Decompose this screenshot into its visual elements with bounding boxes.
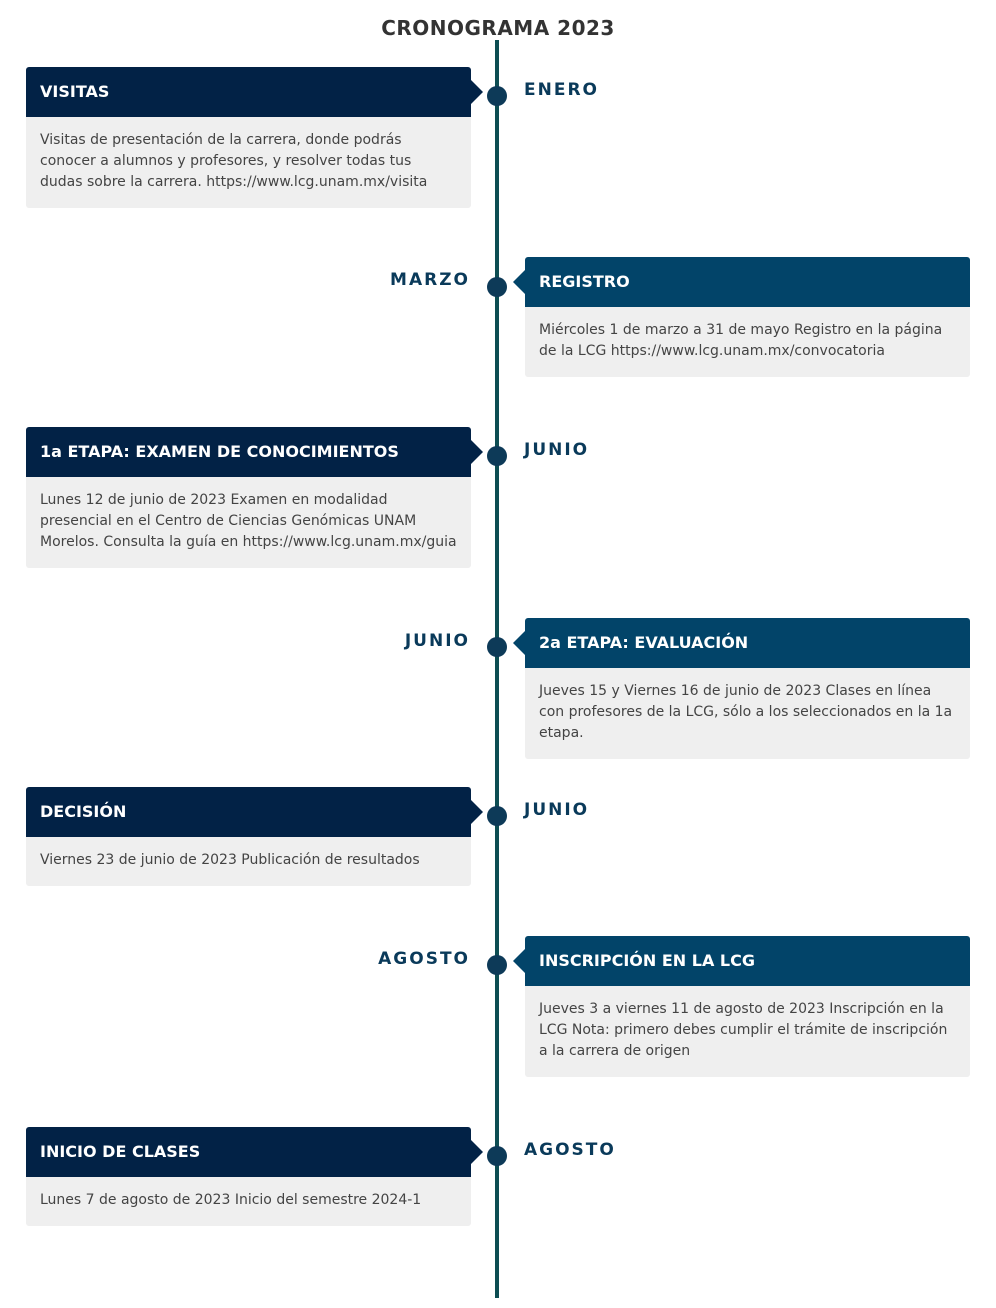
card-text: Jueves 3 a viernes 11 de agosto de 2023 Inscripción en la LCG Nota: primero debes cumplir el trámite de inscripción a la carrera de origen [525, 986, 970, 1077]
timeline-dot [487, 86, 507, 106]
timeline-dot [487, 1146, 507, 1166]
card-text: Miércoles 1 de marzo a 31 de mayo Registro en la página de la LCG https://www.lcg.unam.mx/convocatoria [525, 307, 970, 377]
month-label: AGOSTO [378, 949, 470, 969]
timeline-dot [487, 637, 507, 657]
month-label: AGOSTO [524, 1140, 616, 1160]
month-label: ENERO [524, 80, 599, 100]
month-label: MARZO [390, 270, 470, 290]
card-text: Lunes 12 de junio de 2023 Examen en modalidad presencial en el Centro de Ciencias Genómicas UNAM Morelos. Consulta la guía en https://www.lcg.unam.mx/guia [26, 477, 471, 568]
month-label: JUNIO [404, 631, 470, 651]
timeline-card-evaluacion [525, 618, 970, 759]
card-text: Visitas de presentación de la carrera, donde podrás conocer a alumnos y profesores, y resolver todas tus dudas sobre la carrera. https://www.lcg.unam.mx/visita [26, 117, 471, 208]
timeline-dot [487, 446, 507, 466]
card-text: Viernes 23 de junio de 2023 Publicación de resultados [26, 837, 471, 886]
card-heading: VISITAS [26, 67, 471, 117]
timeline-card-visitas [26, 67, 471, 208]
month-label: JUNIO [524, 800, 590, 820]
card-text: Jueves 15 y Viernes 16 de junio de 2023 Clases en línea con profesores de la LCG, sólo a los seleccionados en la 1a etapa. [525, 668, 970, 759]
timeline-dot [487, 955, 507, 975]
timeline-card-inicio-clases [26, 1127, 471, 1226]
page-title: CRONOGRAMA 2023 [381, 16, 615, 40]
card-heading: DECISIÓN [26, 787, 471, 837]
timeline-dot [487, 806, 507, 826]
card-heading: REGISTRO [525, 257, 970, 307]
timeline-dot [487, 277, 507, 297]
timeline-card-registro [525, 257, 970, 377]
timeline-axis [495, 40, 499, 1298]
timeline-card-examen [26, 427, 471, 568]
month-label: JUNIO [524, 440, 590, 460]
card-heading: INICIO DE CLASES [26, 1127, 471, 1177]
card-heading: 2a ETAPA: EVALUACIÓN [525, 618, 970, 668]
card-text: Lunes 7 de agosto de 2023 Inicio del semestre 2024-1 [26, 1177, 471, 1226]
card-heading: INSCRIPCIÓN EN LA LCG [525, 936, 970, 986]
timeline-card-inscripcion [525, 936, 970, 1077]
card-heading: 1a ETAPA: EXAMEN DE CONOCIMIENTOS [26, 427, 471, 477]
timeline-card-decision [26, 787, 471, 886]
